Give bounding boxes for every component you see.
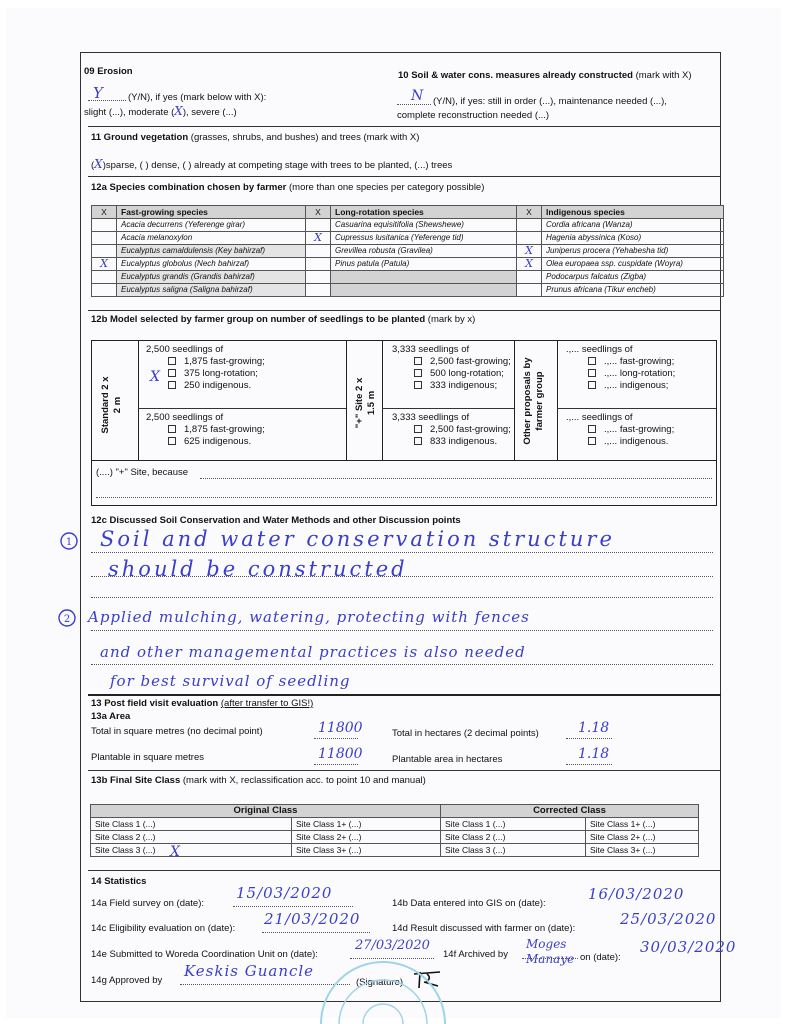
species-indig-name: Hagenia abyssinica (Koso) [542,232,724,245]
checkbox-icon[interactable] [414,425,422,433]
model-std-b [146,412,265,448]
model-standard-label: Standard 2 x 2 m [100,376,123,434]
checkbox-icon[interactable] [588,357,596,365]
model-other-b [566,412,674,448]
model-option-label: .,... long-rotation; [604,368,676,379]
species-fast-name: Eucalyptus grandis (Grandis bahirzaf) [117,271,306,284]
site-class-option[interactable]: Site Class 2+ (...) [292,831,441,844]
model-block-head: 3,333 seedlings of [392,344,470,355]
model-option-label: 1,875 fast-growing; [184,424,265,435]
site-class-option[interactable]: Site Class 3+ (...) [292,844,441,857]
species-fast-mark[interactable] [92,245,117,258]
model-option[interactable] [566,380,675,392]
discussion-point1-line2[interactable]: should be constructed [108,557,408,581]
species-title: 12a Species combination chosen by farmer (more than one species per category possible) [91,182,485,193]
site-class-option[interactable]: Site Class 1+ (...) [292,818,441,831]
species-fast-mark[interactable]: X [92,258,117,271]
species-row [92,271,724,284]
model-std-a [146,344,265,392]
original-class-header: Original Class [91,805,441,818]
species-long-name [331,284,517,297]
model-plus-label: "+" Site 2 x 1.5 m [354,377,377,429]
model-option-label: .,... fast-growing; [604,424,675,435]
class-mark[interactable]: X [170,844,180,860]
ground-veg-title: 11 Ground vegetation (grasses, shrubs, and bushes) and trees (mark with X) [91,132,420,143]
stat-b-value[interactable]: 16/03/2020 [588,885,685,903]
model-box [91,340,717,461]
post-field-title: 13 Post field visit evaluation (after transfer to GIS!) [91,698,314,709]
species-indig-mark[interactable] [517,232,542,245]
model-option[interactable] [392,356,511,368]
species-header-long: Long-rotation species [331,206,517,219]
final-class-title: 13b Final Site Class (mark with X, reclassification acc. to point 10 and manual) [91,775,426,786]
stat-f-label: 14f Archived by [443,949,508,960]
checkbox-icon[interactable] [168,437,176,445]
species-header-fast: Fast-growing species [117,206,306,219]
checkbox-icon[interactable] [168,357,176,365]
model-option-label: .,... indigenous. [604,436,669,447]
species-fast-name: Eucalyptus saligna (Saligna bahirzaf) [117,284,306,297]
species-indig-mark[interactable]: X [517,258,542,271]
species-indig-name: Olea europaea ssp. cuspidate (Woyra) [542,258,724,271]
stat-f-name[interactable]: Moges Manaye [526,937,575,966]
species-long-name [331,271,517,284]
model-option-label: .,... fast-growing; [604,356,675,367]
plus-site-because: (....) "+" Site, because [96,467,189,478]
erosion-line1: (Y/N), if yes (mark below with X): [128,92,267,103]
model-option[interactable] [566,368,675,380]
model-option[interactable] [146,424,265,436]
plantable-ha-value[interactable]: 1.18 [578,746,610,762]
stat-e-value[interactable]: 27/03/2020 [355,938,430,953]
species-long-name: Grevillea robusta (Gravilea) [331,245,517,258]
soil-water-line2: complete reconstruction needed (...) [397,110,550,121]
species-row [92,258,724,271]
species-fast-name: Eucalyptus globolus (Nech bahirzaf) [117,258,306,271]
species-fast-name: Acacia decurrens (Yeferenge girar) [117,219,306,232]
site-class-option[interactable]: Site Class 3+ (...) [586,844,699,857]
total-ha-label: Total in hectares (2 decimal points) [392,728,539,739]
species-long-name: Casuarina equisitifolia (Shewshewe) [331,219,517,232]
stat-a-value[interactable]: 15/03/2020 [236,884,333,902]
stat-f-date-label: on (date): [580,952,621,963]
species-indig-name: Cordia africana (Wanza) [542,219,724,232]
erosion-title: 09 Erosion [84,66,133,77]
model-option[interactable] [146,356,265,368]
ground-veg-line: (X)sparse, ( ) dense, ( ) already at competing stage with trees to be planted, (...) trees [91,157,453,171]
corrected-class-header: Corrected Class [441,805,699,818]
stat-a-label: 14a Field survey on (date): [91,898,205,909]
signature-label: (Signature) [356,977,403,988]
site-class-option[interactable]: Site Class 3 (...) [441,844,586,857]
model-block-head: 2,500 seedlings of [146,412,224,423]
model-option[interactable] [146,368,265,380]
model-option-label: 2,500 fast-growing; [430,424,511,435]
model-option-label: 333 indigenous; [430,380,498,391]
statistics-title: 14 Statistics [91,876,147,887]
model-option-label: 1,875 fast-growing; [184,356,265,367]
stat-e-label: 14e Submitted to Woreda Coordination Unit on (date): [91,949,318,960]
discussion-point2-line1[interactable]: Applied mulching, watering, protecting with fences [88,608,530,626]
model-option[interactable] [566,424,674,436]
class-row [91,844,699,857]
class-row [91,831,699,844]
model-block-head: .,... seedlings of [566,344,633,355]
stat-c-label: 14c Eligibility evaluation on (date): [91,923,236,934]
model-option[interactable] [392,368,511,380]
stat-f-value[interactable]: 30/03/2020 [640,938,737,956]
bullet-2-icon [56,607,78,629]
total-sqm-value[interactable]: 11800 [318,720,363,736]
checkbox-icon[interactable] [168,425,176,433]
species-fast-name: Eucalyptus camaldulensis (Key bahirzaf) [117,245,306,258]
plantable-sqm-value[interactable]: 11800 [318,746,363,762]
stat-b-label: 14b Data entered into GIS on (date): [392,898,546,909]
bullet-1-icon [58,530,80,552]
erosion-answer[interactable]: Y [93,84,103,102]
model-plus-b [392,412,511,448]
species-table: X Fast-growing species X Long-rotation species X Indigenous species Acacia decurrens (Yeferenge girar) Casuarina equisitifolia (Shewshewe) Cordia africana (Wanza) Acacia melanoxylon X Cupressus lusitanica (Yeferenge tid) Hagenia abyssinica (Koso) Eucalyptus camaldulensis (Key bahirzaf) Grevillea robusta (Gravilea) X Juniperus procera (Yehabesha tid) X Eucalyptus globolus (Nech bahirzaf) Pinus patula (Patula) X Olea europaea ssp. cuspidate (Woyra) Eucalyptus grandis (Grandis bahirzaf) Podocarpus falcatus (Zigba) Eucalyptus saligna (Saligna bahirzaf) Prunus africana (Tikur encheb) [91,205,724,297]
species-fast-mark[interactable] [92,219,117,232]
site-class-option[interactable]: Site Class 1 (...) [441,818,586,831]
species-long-mark[interactable] [306,258,331,271]
species-fast-mark[interactable] [92,284,117,297]
svg-text:1: 1 [65,537,73,548]
checkbox-icon[interactable] [414,369,422,377]
model-title: 12b Model selected by farmer group on number of seedlings to be planted (mark by x) [91,314,476,325]
site-class-option[interactable]: Site Class 1 (...) [91,818,292,831]
species-long-mark[interactable] [306,284,331,297]
species-header-indig: Indigenous species [542,206,724,219]
checkbox-icon[interactable] [168,369,176,377]
species-indig-mark[interactable] [517,271,542,284]
species-indig-mark[interactable] [517,219,542,232]
model-option[interactable] [392,424,511,436]
checkbox-icon[interactable] [168,381,176,389]
discussion-point2-line3[interactable]: for best survival of seedling [110,672,351,690]
site-class-option[interactable]: Site Class 2 (...) [441,831,586,844]
class-row [91,818,699,831]
checkbox-icon[interactable] [588,425,596,433]
species-x-col: X [92,206,117,219]
erosion-line2: slight (...), moderate (X), severe (...) [84,104,237,118]
site-class-option[interactable]: Site Class 2+ (...) [586,831,699,844]
checkbox-icon[interactable] [414,381,422,389]
checkbox-icon[interactable] [588,369,596,377]
discussion-title: 12c Discussed Soil Conservation and Water Methods and other Discussion points [91,515,461,526]
plantable-ha-label: Plantable area in hectares [392,754,503,765]
site-class-option[interactable]: Site Class 2 (...) [91,831,292,844]
site-class-option[interactable]: Site Class 1+ (...) [586,818,699,831]
model-option-label: 250 indigenous. [184,380,252,391]
model-option[interactable] [392,380,511,392]
stat-g-value[interactable]: Keskis Guancle [184,962,315,980]
checkbox-icon[interactable] [414,357,422,365]
stat-d-value[interactable]: 25/03/2020 [620,910,717,928]
model-option[interactable] [566,356,675,368]
stat-d-label: 14d Result discussed with farmer on (date): [392,923,576,934]
model-option-label: 833 indigenous. [430,436,498,447]
species-indig-mark[interactable]: X [517,245,542,258]
species-long-name: Cupressus lusitanica (Yeferenge tid) [331,232,517,245]
total-sqm-label: Total in square metres (no decimal point) [91,726,263,737]
model-option[interactable] [146,380,265,392]
model-option[interactable] [566,436,674,448]
species-indig-name: Podocarpus falcatus (Zigba) [542,271,724,284]
species-row [92,232,724,245]
species-fast-name: Acacia melanoxylon [117,232,306,245]
model-option-label: 500 long-rotation; [430,368,504,379]
species-row [92,219,724,232]
model-option[interactable] [392,436,511,448]
species-fast-mark[interactable] [92,271,117,284]
species-indig-name: Juniperus procera (Yehabesha tid) [542,245,724,258]
checkbox-icon[interactable] [588,381,596,389]
species-long-mark[interactable] [306,245,331,258]
area-title: 13a Area [91,711,131,722]
stat-g-label: 14g Approved by [91,975,163,986]
checkbox-icon[interactable] [588,437,596,445]
discussion-point1-line1[interactable]: Soil and water conservation structure [100,527,615,551]
site-class-option[interactable]: Site Class 3 (...) [91,844,292,857]
official-stamp-icon [318,948,448,1024]
species-row [92,245,724,258]
model-option-label: .,... indigenous; [604,380,669,391]
model-block-head: .,... seedlings of [566,412,633,423]
species-long-mark[interactable]: X [306,232,331,245]
discussion-point2-line2[interactable]: and other managemental practices is also needed [100,643,526,661]
soil-water-title: 10 Soil & water cons. measures already constructed (mark with X) [398,70,692,81]
species-row [92,284,724,297]
species-long-mark[interactable] [306,219,331,232]
soil-water-line1: (Y/N), if yes: still in order (...), maintenance needed (...), [433,96,667,107]
soil-water-answer[interactable]: N [411,88,424,104]
species-fast-mark[interactable] [92,232,117,245]
model-option-label: 2,500 fast-growing; [430,356,511,367]
svg-text:2: 2 [63,614,71,625]
total-ha-value[interactable]: 1.18 [578,720,610,736]
plantable-sqm-label: Plantable in square metres [91,752,205,763]
model-block-head: 3,333 seedlings of [392,412,470,423]
species-indig-name: Prunus africana (Tikur encheb) [542,284,724,297]
model-plus-a [392,344,511,392]
model-option-label: 625 indigenous. [184,436,252,447]
model-other-label: Other proposals by farmer group [522,357,545,445]
stat-c-value[interactable]: 21/03/2020 [264,910,361,928]
model-option[interactable] [146,436,265,448]
model-other-a [566,344,675,392]
species-long-name: Pinus patula (Patula) [331,258,517,271]
species-indig-mark[interactable] [517,284,542,297]
model-block-head: 2,500 seedlings of [146,344,224,355]
class-table [90,804,699,857]
checkbox-icon[interactable] [414,437,422,445]
model-option-label: 375 long-rotation; [184,368,258,379]
model-std-mark[interactable]: X [150,369,160,385]
species-long-mark[interactable] [306,271,331,284]
